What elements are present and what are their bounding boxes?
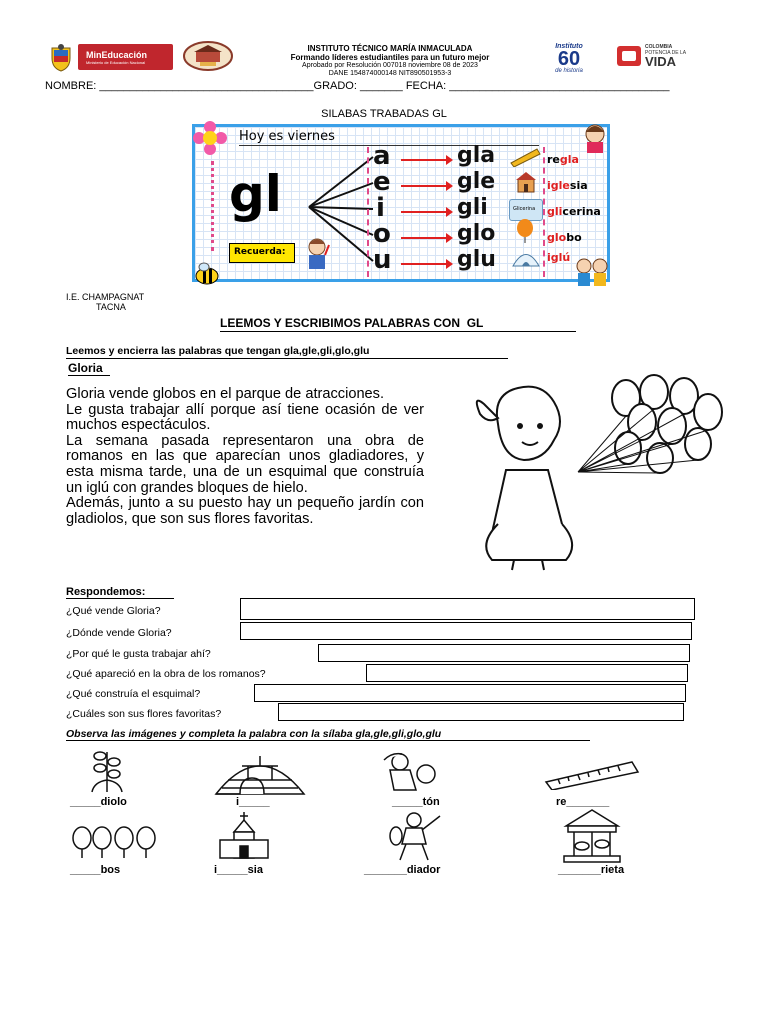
answer-box-6[interactable] bbox=[278, 703, 684, 721]
vowel-o: o bbox=[373, 219, 391, 249]
kids-icon bbox=[578, 120, 612, 154]
ball-player-icon bbox=[380, 750, 440, 796]
mineducacion-subtitle: Ministerio de Educación Nacional bbox=[86, 59, 146, 65]
respond-title-underline bbox=[66, 598, 174, 599]
church-icon bbox=[513, 169, 539, 193]
arrow-o bbox=[401, 237, 447, 239]
arrow-i bbox=[401, 211, 447, 213]
student-form-line: NOMBRE: ___________________________________GRADO: _______ FECHA: ____________________________________ bbox=[45, 80, 670, 92]
word-regla: regla bbox=[547, 153, 579, 166]
church-picture bbox=[214, 810, 274, 860]
vowel-u: u bbox=[373, 245, 392, 275]
potencia-label: POTENCIA DE LA bbox=[645, 50, 687, 56]
complete-title-underline bbox=[66, 740, 590, 741]
word-globo: globo bbox=[547, 231, 582, 244]
card-left-dots bbox=[211, 161, 217, 251]
fill-word-6: i_____sia bbox=[214, 864, 263, 876]
page-title: SILABAS TRABADAS GL bbox=[321, 108, 447, 120]
worksheet-heading: LEEMOS Y ESCRIBIMOS PALABRAS CON GL bbox=[220, 316, 484, 330]
answer-box-2[interactable] bbox=[240, 622, 692, 640]
answer-box-1[interactable] bbox=[240, 598, 695, 620]
respond-title: Respondemos: bbox=[66, 586, 146, 598]
fill-word-2: i_____ bbox=[236, 796, 270, 808]
syllable-gla: gla bbox=[457, 143, 496, 168]
card-reminder-label: Recuerda: bbox=[234, 247, 286, 257]
story-paragraph-2: Le gusta trabajar allí porque así tiene ocasión de ver muchos espectáculos. bbox=[66, 401, 424, 434]
question-6: ¿Cuáles son sus flores favoritas? bbox=[66, 708, 222, 720]
glicerina-label: Glicerina bbox=[513, 206, 536, 212]
gladiator-picture bbox=[384, 810, 444, 862]
fill-word-1: _____diolo bbox=[70, 796, 127, 808]
question-4: ¿Qué apareció en la obra de los romanos? bbox=[66, 668, 266, 680]
school-motto: Formando líderes estudiantiles para un futuro mejor bbox=[290, 53, 490, 62]
syllable-gle: gle bbox=[457, 169, 496, 194]
word-iglu: iglú bbox=[547, 251, 571, 264]
card-reminder-box bbox=[229, 243, 295, 263]
anniversary-top-text: Instituto bbox=[555, 42, 583, 50]
vida-label: VIDA bbox=[645, 54, 677, 69]
school-city: TACNA bbox=[96, 302, 126, 312]
anniversary-logo bbox=[540, 40, 598, 76]
worksheet-heading-underline bbox=[220, 331, 576, 332]
coat-of-arms-logo bbox=[48, 44, 74, 72]
instruction-text: Leemos y encierra las palabras que tengan gla,gle,gli,glo,glu bbox=[66, 345, 370, 357]
colombia-label: COLOMBIA bbox=[645, 44, 673, 50]
story-paragraph-3: La semana pasada representaron una obra de romanos en las que aparecían unos gladiadores, y esta misma tarde, una de un esquimal que construía un iglú con grandes bloques de hielo. bbox=[66, 432, 424, 496]
question-5: ¿Qué construía el esquimal? bbox=[66, 688, 201, 700]
instruction-underline bbox=[66, 358, 508, 359]
vowel-e: e bbox=[373, 167, 391, 197]
card-big-gl: gl bbox=[229, 165, 282, 223]
girl-with-balloons-illustration bbox=[458, 374, 734, 572]
gladiolus-icon bbox=[84, 744, 130, 794]
story-text bbox=[66, 387, 424, 527]
balloon-icon bbox=[515, 219, 535, 243]
bee-icon bbox=[192, 262, 222, 286]
school-name: I.E. CHAMPAGNAT bbox=[66, 292, 145, 302]
question-1: ¿Qué vende Gloria? bbox=[66, 605, 161, 617]
vowel-a: a bbox=[373, 141, 391, 171]
igloo-icon bbox=[511, 245, 541, 267]
answer-box-5[interactable] bbox=[254, 684, 686, 702]
resolution-text: Aprobado por Resolución 007018 noviembre 08 de 2023 bbox=[302, 62, 478, 69]
anniversary-sub-text: de historia bbox=[555, 67, 583, 74]
fill-word-8: _______rieta bbox=[558, 864, 625, 876]
arrow-u bbox=[401, 263, 447, 265]
vowel-divider bbox=[367, 147, 370, 277]
question-3: ¿Por qué le gusta trabajar ahí? bbox=[66, 648, 211, 660]
anniversary-number: 60 bbox=[557, 47, 581, 70]
syllable-gli: gli bbox=[457, 195, 488, 220]
igloo-picture bbox=[212, 752, 308, 796]
vowel-i: i bbox=[376, 193, 385, 223]
syllable-glu: glu bbox=[457, 247, 496, 272]
fill-word-5: _____bos bbox=[70, 864, 121, 876]
complete-title: Observa las imágenes y completa la palabra con la sílaba gla,gle,gli,glo,glu bbox=[66, 728, 442, 740]
glicerina-bottle-icon bbox=[509, 199, 543, 221]
question-2: ¿Dónde vende Gloria? bbox=[66, 627, 172, 639]
mineducacion-logo bbox=[78, 44, 173, 70]
syllable-divider bbox=[543, 147, 546, 277]
syllable-glo: glo bbox=[457, 221, 496, 246]
word-iglesia: iglesia bbox=[547, 179, 588, 192]
story-title: Gloria bbox=[68, 361, 103, 375]
mineducacion-title: MinEducación bbox=[86, 49, 148, 60]
word-glicerina: glicerina bbox=[547, 205, 601, 218]
story-paragraph-4: Además, junto a su puesto hay un pequeño jardín con gladiolos, que son sus flores favoritas. bbox=[66, 495, 424, 527]
institution-name: INSTITUTO TÉCNICO MARÍA INMACULADA bbox=[307, 44, 473, 53]
fill-word-7: _______diador bbox=[364, 864, 441, 876]
answer-box-4[interactable] bbox=[366, 664, 688, 682]
colombia-potencia-logo bbox=[616, 44, 708, 68]
school-emblem-logo bbox=[182, 40, 234, 72]
fill-word-4: re_______ bbox=[556, 796, 610, 808]
carousel-picture bbox=[560, 808, 624, 864]
flower-icon bbox=[192, 120, 228, 156]
dane-nit-text: DANE 154874000148 NIT890501953-3 bbox=[328, 70, 452, 77]
children-icon bbox=[572, 256, 612, 288]
fill-word-3: _____tón bbox=[392, 796, 440, 808]
card-day-text: Hoy es viernes bbox=[239, 129, 335, 144]
story-title-underline bbox=[68, 375, 110, 376]
syllable-card bbox=[192, 124, 610, 282]
story-paragraph-1: Gloria vende globos en el parque de atracciones. bbox=[66, 386, 385, 402]
balloons-picture bbox=[70, 824, 162, 860]
ruler-picture bbox=[544, 760, 640, 790]
arrow-a bbox=[401, 159, 447, 161]
answer-box-3[interactable] bbox=[318, 644, 690, 662]
ruler-icon bbox=[509, 147, 541, 167]
arrow-e bbox=[401, 185, 447, 187]
